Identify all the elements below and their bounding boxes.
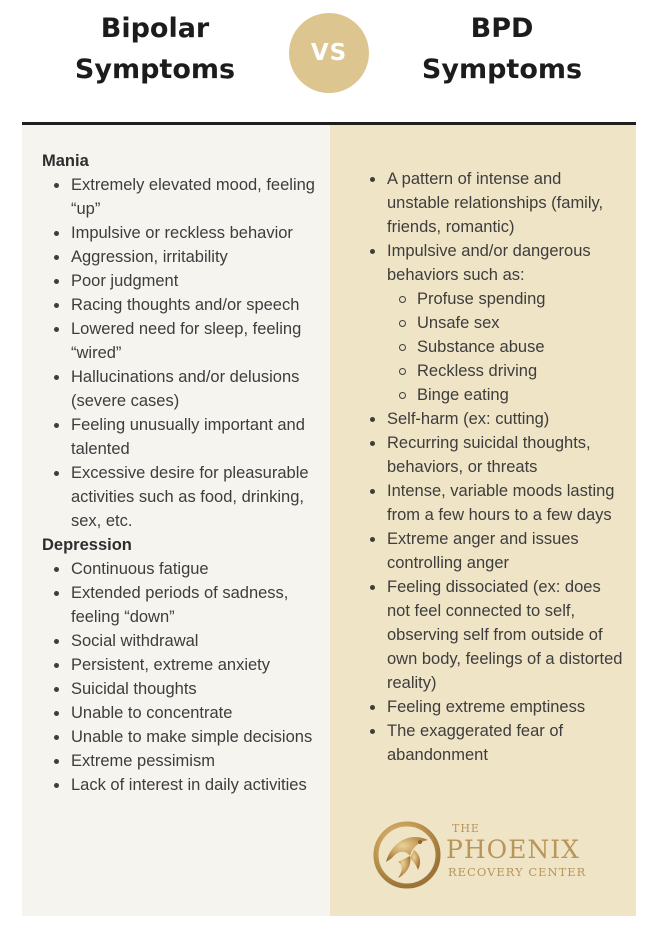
list-item: The exaggerated fear of abandonment — [358, 719, 625, 767]
list-item: Self-harm (ex: cutting) — [358, 407, 625, 431]
list-item: Recurring suicidal thoughts, behaviors, or threats — [358, 431, 625, 479]
bipolar-title-line-2: Symptoms — [74, 54, 236, 85]
phoenix-emblem-icon — [372, 820, 442, 890]
sub-list-item: Unsafe sex — [387, 311, 625, 335]
list-item: Extreme anger and issues controlling anger — [358, 527, 625, 575]
list-item: Persistent, extreme anxiety — [42, 653, 319, 677]
vs-badge: VS — [289, 13, 369, 93]
bpd-list — [358, 167, 636, 767]
bpd-title-line-1: BPD — [470, 13, 534, 44]
list-item: Suicidal thoughts — [42, 677, 319, 701]
logo-subtitle: RECOVERY CENTER — [448, 865, 587, 879]
list-item: Aggression, irritability — [42, 245, 319, 269]
sub-list-item: Binge eating — [387, 383, 625, 407]
logo-name: PHOENIX — [446, 835, 580, 864]
list-item: Extremely elevated mood, feeling “up” — [42, 173, 319, 221]
phoenix-recovery-logo — [372, 818, 602, 894]
list-item: Unable to make simple decisions — [42, 725, 319, 749]
list-item: Racing thoughts and/or speech — [42, 293, 319, 317]
list-item: Impulsive or reckless behavior — [42, 221, 319, 245]
list-item: Extended periods of sadness, feeling “down” — [42, 581, 319, 629]
page-header — [0, 0, 660, 122]
list-item: Feeling unusually important and talented — [42, 413, 319, 461]
list-item: Social withdrawal — [42, 629, 319, 653]
list-item: Continuous fatigue — [42, 557, 319, 581]
sub-list-item: Substance abuse — [387, 335, 625, 359]
sub-list-item: Profuse spending — [387, 287, 625, 311]
list-item: Unable to concentrate — [42, 701, 319, 725]
list-item-label: Impulsive and/or dangerous behaviors such as: — [387, 242, 591, 284]
list-item: A pattern of intense and unstable relationships (family, friends, romantic) — [358, 167, 625, 239]
depression-list — [42, 557, 330, 797]
mania-heading: Mania — [42, 152, 89, 170]
list-item: Poor judgment — [42, 269, 319, 293]
bpd-column — [330, 125, 636, 916]
list-item: Feeling extreme emptiness — [358, 695, 625, 719]
list-item-with-subitems — [358, 239, 625, 407]
bpd-title — [397, 8, 607, 90]
bpd-title-line-2: Symptoms — [421, 54, 583, 85]
list-item: Feeling dissociated (ex: does not feel connected to self, observing self from outside of own body, feelings of a distorted reality) — [358, 575, 625, 695]
sub-list-item: Reckless driving — [387, 359, 625, 383]
list-item: Lowered need for sleep, feeling “wired” — [42, 317, 319, 365]
list-item: Extreme pessimism — [42, 749, 319, 773]
logo-wordmark — [446, 822, 586, 880]
bipolar-title-line-1: Bipolar — [100, 13, 210, 44]
list-item: Hallucinations and/or delusions (severe cases) — [42, 365, 319, 413]
list-item: Intense, variable moods lasting from a few hours to a few days — [358, 479, 625, 527]
logo-the: THE — [452, 822, 480, 835]
list-item: Lack of interest in daily activities — [42, 773, 319, 797]
impulsive-behaviors-sublist — [387, 287, 625, 407]
bipolar-title — [50, 8, 260, 90]
depression-heading: Depression — [42, 536, 132, 554]
bipolar-column — [22, 125, 330, 916]
mania-list — [42, 173, 330, 533]
list-item: Excessive desire for pleasurable activities such as food, drinking, sex, etc. — [42, 461, 319, 533]
